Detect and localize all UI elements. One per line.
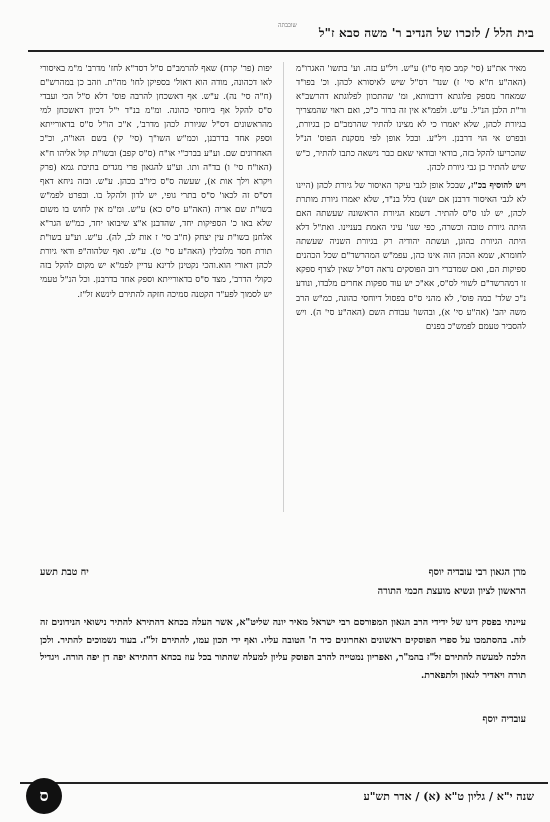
approbation-author: מרן הגאון רבי עובדיה יוסף — [428, 567, 526, 578]
body-column-right — [296, 62, 526, 532]
header-title: בית הלל / לזכרו של הנדיב ר' משה סבא ז"ל — [318, 26, 534, 40]
footer-issue: שנה י"א / גליון ט"א (א) / אדר תש"ע — [363, 790, 534, 803]
approbation-signature: עובדיה יוסף — [482, 714, 526, 725]
paragraph-right-2-text: שבכל אופן לגבי עיקר האיסור של גיורת לכהן (היינו לא לגבי האיסור דרבנן אם ישנו) כלל בנ"ד, שלא יאמרו גיורת מותרת לכהן, יש לנו ס"ס להתיר. דשמא הגיורת הראשונה שעשתה האם היתה גיורת טובה וכשרה, כפי שנו' עיני האמת בעניינו. ואת"ל דלא היתה הגיורת כהוגן, ועשתה יהודיה רק בגיורת השניה שעשתה לחומרא, שמא הכהן הזה אינו כהן, עפמ"ש המהרשד"ם שכל הכהנים ספיקות הם, ואם שמדברי רוב הפוסקים נראה דס"ל שאין לצרף ספקא זו דמהרשד"ם לשווי לס"ס, אא"כ יש עוד ספקות אחרים מלבדו, ונודע נ"כ שלד' כמה פוס', לא מהני ס"ס בפסול דיוחסי כהונה, כמ"ש הרב משה יהב' (אה"ע סי' א), ובהשו' עבודת השם (האה"ע סי' ה). ויש להסביר טעמם לפמש"כ בפנים — [296, 180, 526, 332]
page-footer — [20, 782, 548, 814]
paragraph-right-2 — [296, 179, 526, 334]
header-stamp: שוכבתה — [278, 22, 297, 29]
approbation-text: עיינתי בפסק דינו של ידידי הרב הגאון המפורסם רבי ישראל מאיר יונה שליט"א, אשר העלה בכחא דהתירא להתיר נישואי הנידונים זה לזה. בהסתמכו על ספרי הפוסקים ראשונים ואחרונים כיד ה' הטובה עליו. ואף ידי תכון עמו, להתירם זל"ז. בעוד נשמוכים להתיר. ולכן הלכה למעשה להתירם זל"ז בהמ"ר, ואפריון נמטייה להרב הפוסק עליון למעלה שהתור בכל עוז בכחא דהתירא יפה דן יפה הורה. ויגדיל תורה ויאדיר לגאון ולתפארת. — [40, 617, 526, 681]
page-number: ס — [26, 778, 62, 814]
paragraph-lead: ויש להוסיף בכ"ז, — [468, 180, 526, 191]
approbation-date: יח טבת תשע — [40, 567, 89, 578]
approbation-author-title: הראשון לציון ונשיא מועצת חכמי התורה — [377, 586, 526, 597]
paragraph-left-1: יפות (פר' קרח) שאף להרמב"ם ס"ל דסד"א לחז' מדרב' מ"מ באיסורי לאו דכהונה, מודה הוא דאזל' בספיקן לחו' מה"ת. וזהב כן במהרש"ם (ח"ה סי' נה). ע"ש. אף דאשכחן להרבה פוס' דלא ס"ל הכי ועבדי ס"ס להקל אף ביוחסי כהונה. ומ"מ בנ"ד י"ל דכיון דאשכחן למי מהראשונים דס"ל שגיורת לכהן מדרב', א"כ הו"ל ס"ס בדאורייתא וספק אחד בדרבנן, וכמ"ש השו"ך (סי' קי) בשם האו"ה, וכ"כ האחרונים שם. וע"ע בברכ"י או"ח (ס"ס קפב) ובשו"ת קול אליהו ח"א (האו"ח סי' ו) בד"ה ותו. וע"ע להגאון פרי מגדים בתיבת גמא (פרק ויקרא וילך אות א), שעשה ס"ס כיו"ב בכהן. ע"ש. ובזה ניחא דאף דס"ס זה לכאו' ס"ס בתרי גופי, יש לדון ולהקל בו. ובפרט לפמ"ש בשו"ת שם אריה (האה"ע ס"ס כא) ע"ש. ומ"מ אין לחוש בו משום שלא באו כ' הספיקות יחד, שהדבנן א"צ שיבואו יחד, כמ"ש הגר"א אלחנן בשו"ת עין יצחק (ח"ב סי' ז אות לב, לה). ע"ש. וע"ע בשו"ת תורת חסד מלובלין (האה"ע סי' ט). ע"ש. ואף שלהוה"פ ודאי גיורת לכהן דאורי הוא.והכי נקטינן לדינא עדיין לפמ"א יש מקום להקל בזה כקולי הדרב', מצד ס"ס בדאורייתא וספק אחד בדרבנן. וכל הנ"ל טעמי יש לסמוך לפע"ד הקטנה סמיכה חזקה להתירם לינשא זל"ז. — [40, 64, 272, 300]
body-column-left — [40, 62, 272, 500]
page-header — [28, 16, 544, 52]
paragraph-right-1: מאיר את"ע (סי' קמב סוף ס"ז) ע"ש. ויל"ע בזה. וע' בתשו' האגרו"מ (האה"ע ח"א סי' ז) שנד' דס"ל שיש לאיסורא לכהן. וכ' בפו"ד שמאחר מספק פלוגתא דרבוותא, ומ' שהתכוון לפלוגתא דהרשב"א ור"ת הלבן הנ"ל. ע"ש. ולפמ"א אין זה ברור כ"כ, ואם ראוי שהמצריך בגיורת לכהן, שלא יאמרו כי לא מצינו להתיר שהרמב"ם כן בגיורת, ובפרט אי הוי דרבנן. ויל"ע. ובכל אופן לפי מסקנת הפוס' הנ"ל שהכריעו להקל בזה, בודאי ובודאי שאם כבר נישאה כתבו להתיר, כ"ש שיש להתיר כן גבי גיורת לכהן. — [296, 64, 526, 173]
column-divider — [283, 62, 284, 512]
